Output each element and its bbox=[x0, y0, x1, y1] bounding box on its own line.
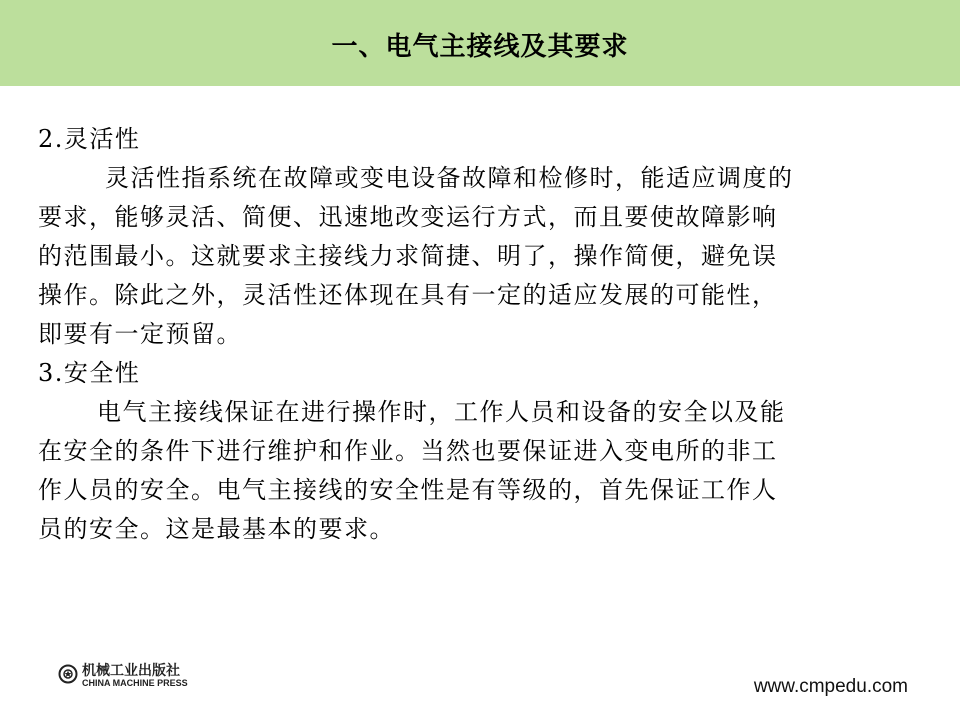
publisher-name-en: CHINA MACHINE PRESS bbox=[82, 678, 188, 688]
paragraph-line: 的范围最小。这就要求主接线力求简捷、明了，操作简便，避免误 bbox=[38, 242, 778, 270]
section-heading-safety: 3.安全性 bbox=[38, 359, 141, 387]
paragraph-line: 电气主接线保证在进行操作时，工作人员和设备的安全以及能 bbox=[97, 398, 786, 426]
paragraph-line: 即要有一定预留。 bbox=[38, 320, 242, 348]
publisher-name-cn: 机械工业出版社 bbox=[82, 663, 180, 679]
paragraph-line: 操作。除此之外，灵活性还体现在具有一定的适应发展的可能性， bbox=[38, 281, 778, 309]
paragraph-line: 灵活性指系统在故障或变电设备故障和检修时，能适应调度的 bbox=[105, 164, 794, 192]
paragraph-line: 作人员的安全。电气主接线的安全性是有等级的，首先保证工作人 bbox=[38, 476, 778, 504]
paragraph-line: 在安全的条件下进行维护和作业。当然也要保证进入变电所的非工 bbox=[38, 437, 778, 465]
paragraph-line: 要求，能够灵活、简便、迅速地改变运行方式，而且要使故障影响 bbox=[38, 203, 778, 231]
slide-body bbox=[38, 120, 908, 549]
website-url: www.cmpedu.com bbox=[753, 676, 908, 697]
publisher-emblem-icon bbox=[58, 664, 78, 684]
section-heading-flexibility: 2.灵活性 bbox=[38, 125, 141, 153]
paragraph-line: 员的安全。这是最基本的要求。 bbox=[38, 515, 395, 543]
slide-title: 一、电气主接线及其要求 bbox=[331, 32, 629, 62]
title-bar bbox=[0, 0, 960, 86]
